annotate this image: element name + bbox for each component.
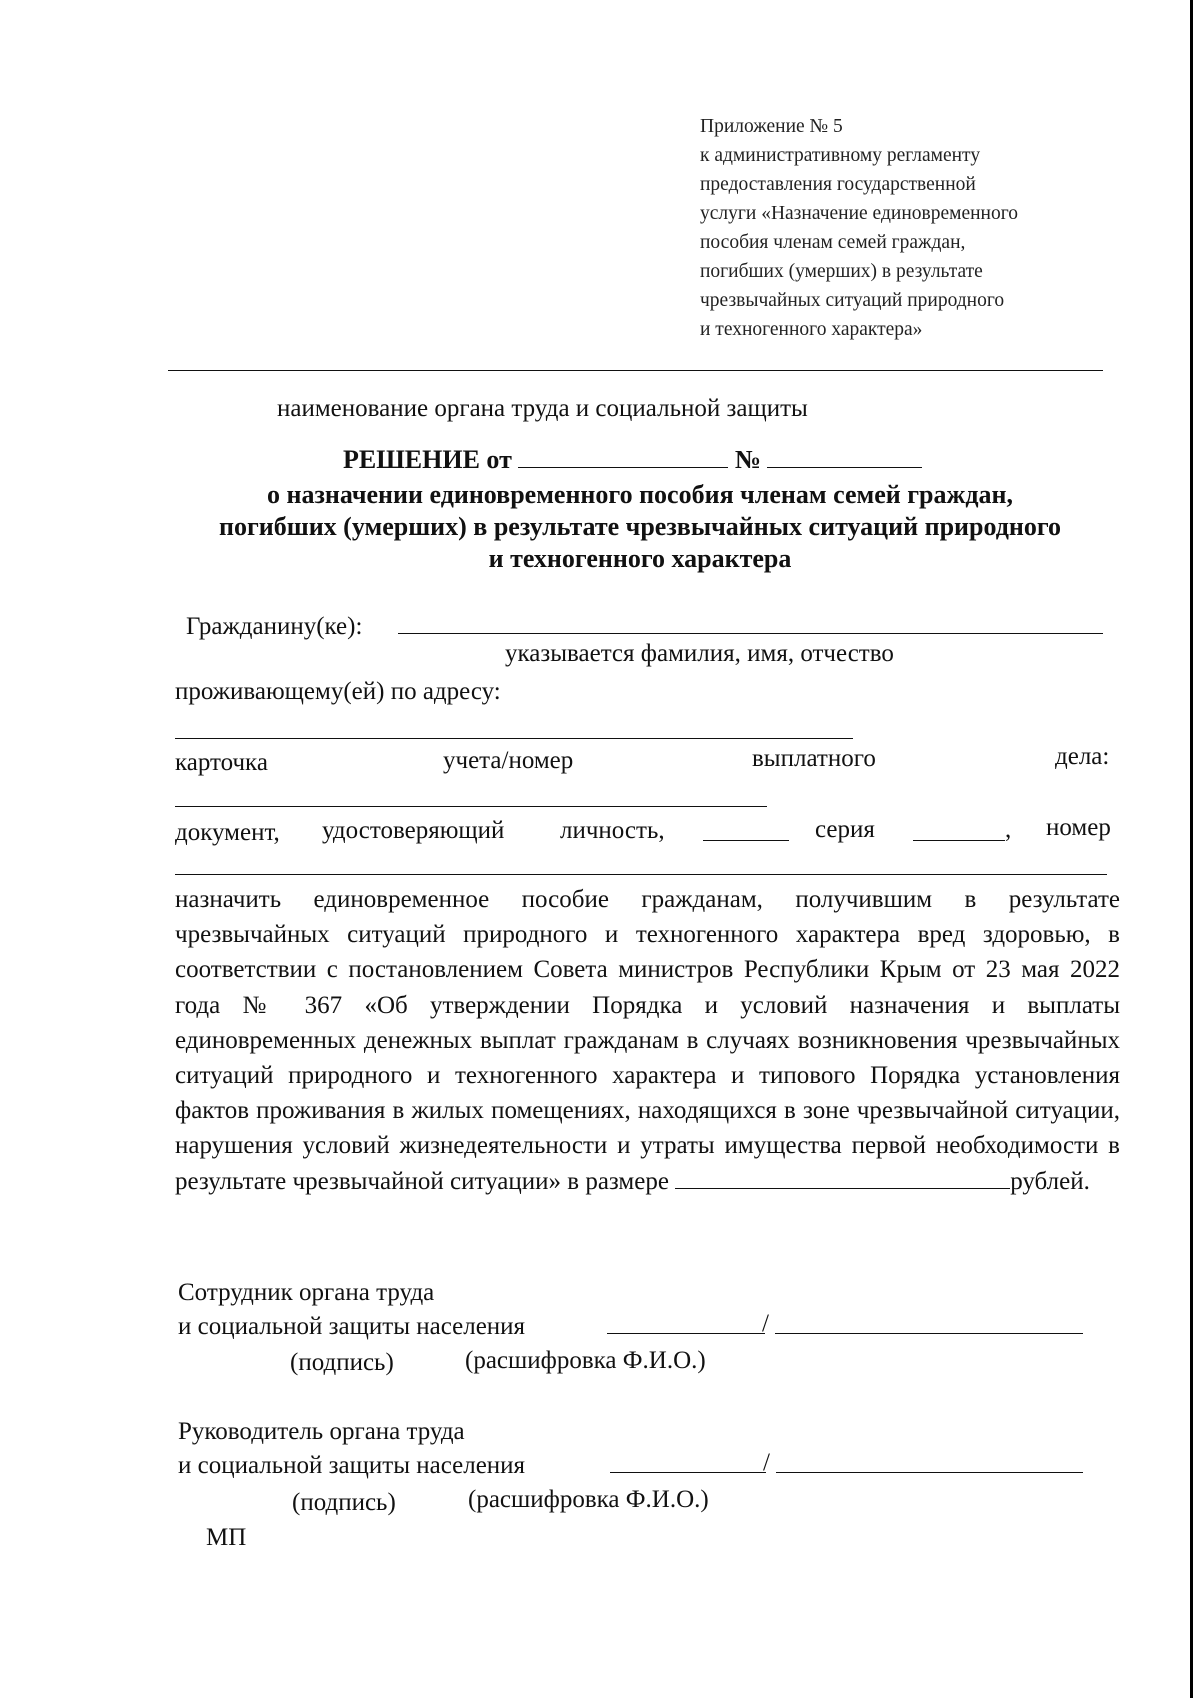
head-signature-field[interactable] [610,1472,766,1473]
appendix-line: погибших (умерших) в результате [700,261,983,282]
head-name-field[interactable] [776,1472,1083,1473]
decision-date-field[interactable] [518,443,728,468]
decision-body [175,882,1120,1199]
name-caption: (расшифровка Ф.И.О.) [465,1347,706,1374]
number-label: № [734,445,761,474]
head-label-1: Руководитель органа труда [178,1418,465,1445]
amount-field[interactable] [675,1164,1010,1189]
decision-label: РЕШЕНИЕ от [343,445,512,474]
decision-title [343,443,922,476]
appendix-line: Приложение № 5 [700,116,843,137]
title-line-2: погибших (умерших) в результате чрезвычайных ситуаций природного [218,512,1062,541]
citizen-name-field[interactable] [398,633,1103,634]
doc-word: номер [1046,814,1111,841]
appendix-line: к административному регламенту [700,145,981,166]
employee-signature-field[interactable] [607,1333,765,1334]
signature-caption: (подпись) [292,1489,396,1516]
org-caption: наименование органа труда и социальной защиты [277,395,808,422]
card-word: дела: [1055,743,1110,770]
title-line-1: о назначении единовременного пособия членам семей граждан, [266,480,1013,509]
appendix-block [700,112,1120,344]
appendix-line: пособия членам семей граждан, [700,232,966,253]
card-word: выплатного [752,745,876,772]
appendix-line: услуги «Назначение единовременного [700,203,1018,224]
employee-label-2: и социальной защиты населения [178,1313,526,1340]
address-label: проживающему(ей) по адресу: [175,678,501,705]
scan-edge [1190,0,1193,1698]
card-number-field[interactable] [175,806,767,807]
address-field[interactable] [175,738,853,739]
doc-number-field[interactable] [175,874,1107,875]
doc-series-field[interactable] [913,840,1005,841]
employee-name-field[interactable] [775,1333,1083,1334]
head-label-2: и социальной защиты населения [178,1452,526,1479]
signature-caption: (подпись) [290,1349,394,1376]
title-line-3: и техногенного характера [488,544,792,573]
doc-word: удостоверяющий [322,817,505,844]
stamp-label: МП [206,1524,247,1551]
appendix-line: и техногенного характера» [700,319,923,340]
card-word: карточка [175,749,268,776]
doc-word: , [1005,816,1012,843]
appendix-line: чрезвычайных ситуаций природного [700,290,1005,311]
currency-label: рублей. [1010,1167,1090,1195]
separator: / [763,1449,770,1476]
employee-label-1: Сотрудник органа труда [178,1279,435,1306]
doc-type-field[interactable] [703,840,789,841]
org-name-field[interactable] [168,370,1103,371]
appendix-line: предоставления государственной [700,174,976,195]
body-text: назначить единовременное пособие гражданам, получившим в результате чрезвычайных ситуаций природного и техногенного характера вред здоровью, в соответствии с постановлением Совета министров Республики Крым от 23 мая 2022 года № 367 «Об утверждении Порядка и условий назначения и выплаты единовременных денежных выплат гражданам в случаях возникновения чрезвычайных ситуаций природного и техногенного характера и типового Порядка установления фактов проживания в жилых помещениях, находящихся в зоне чрезвычайной ситуации, нарушения условий жизнедеятельности и утраты имущества первой необходимости в результате чрезвычайной ситуации» в размере [175,886,1120,1195]
doc-word: документ, [175,819,280,846]
name-caption: (расшифровка Ф.И.О.) [468,1486,709,1513]
decision-number-field[interactable] [767,443,922,468]
citizen-label: Гражданину(ке): [186,613,363,640]
separator: / [762,1310,769,1337]
doc-word: серия [815,816,875,843]
doc-word: личность, [560,817,665,844]
citizen-hint: указывается фамилия, имя, отчество [505,640,894,667]
card-word: учета/номер [443,747,574,774]
